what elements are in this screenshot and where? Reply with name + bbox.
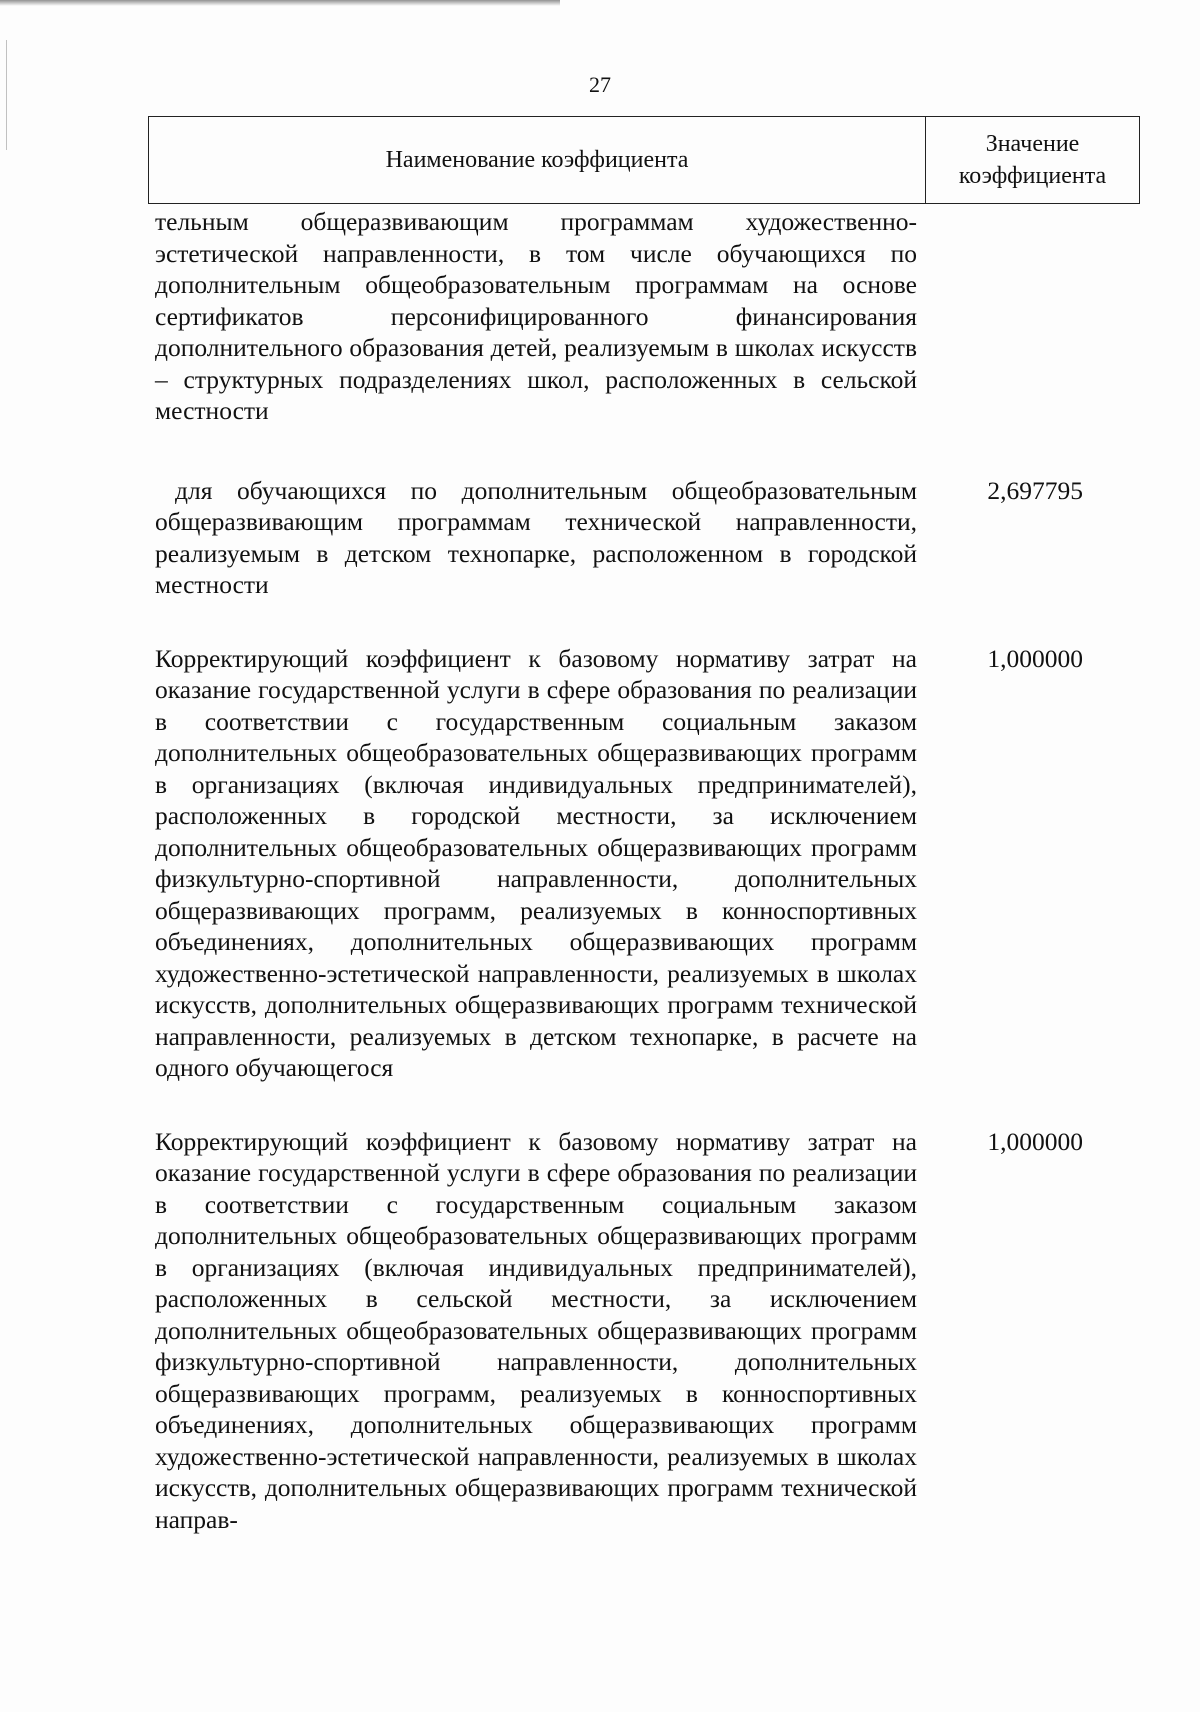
entry-text: Корректирующий коэффициент к базовому нормативу затрат на оказание государственной услуги в сфере образования по реализации в соответствии с государственным социальным заказом дополнительных общеобразовательных общеразвивающих программ в организациях (включая индивидуальных предпринимателей), расположенных в городской местности, за исключением дополнительных общеобразовательных общеразвивающих программ физкультурно-спортивной направленности, дополнительных общеразвивающих программ, реализуемых в конноспортивных объединениях, дополнительных общеразвивающих программ художественно-эстетической направленности, реализуемых в школах искусств, дополнительных общеразвивающих программ технической направленности, реализуемых в детском технопарке, в расчете на одного обучающегося [155, 643, 917, 1082]
entry-text: Корректирующий коэффициент к базовому нормативу затрат на оказание государственной услуги в сфере образования по реализации в соответствии с государственным социальным заказом дополнительных общеобразовательных общеразвивающих программ в организациях (включая индивидуальных предпринимателей), расположенных в сельской местности, за исключением дополнительных общеобразовательных общеразвивающих программ физкультурно-спортивной направленности, дополнительных общеразвивающих программ, реализуемых в конноспортивных объединениях, дополнительных общеразвивающих программ художественно-эстетической направленности, реализуемых в школах искусств, дополнительных общеразвивающих программ технической направ- [155, 1126, 917, 1534]
table-header [148, 116, 1140, 204]
table-row [155, 643, 1145, 1084]
table-row [155, 1126, 1145, 1536]
table-row [155, 206, 1145, 427]
header-name-column: Наименование коэффициента [149, 117, 926, 203]
table-row [155, 475, 1145, 601]
entry-value: 1,000000 [987, 1126, 1083, 1156]
entry-text: для обучающихся по дополнительным общеобразовательным общеразвивающим программам технической направленности, реализуемым в детском технопарке, расположенном в городской местности [155, 475, 917, 599]
scan-edge-top [0, 0, 560, 6]
coefficient-entries [155, 206, 1145, 1535]
header-value-column-label: Значение коэффициента [958, 131, 1107, 189]
entry-value: 1,000000 [987, 643, 1083, 673]
page-number: 27 [589, 72, 611, 97]
entry-value: 2,697795 [987, 475, 1083, 505]
header-value-column [926, 117, 1139, 203]
entry-text: тельным общеразвивающим программам художественно-эстетической направленности, в том числе обучающихся по дополнительным общеобразовательным программам на основе сертификатов персонифицированного финансирования дополнительного образования детей, реализуемым в школах искусств – структурных подразделениях школ, расположенных в сельской местности [155, 207, 917, 425]
